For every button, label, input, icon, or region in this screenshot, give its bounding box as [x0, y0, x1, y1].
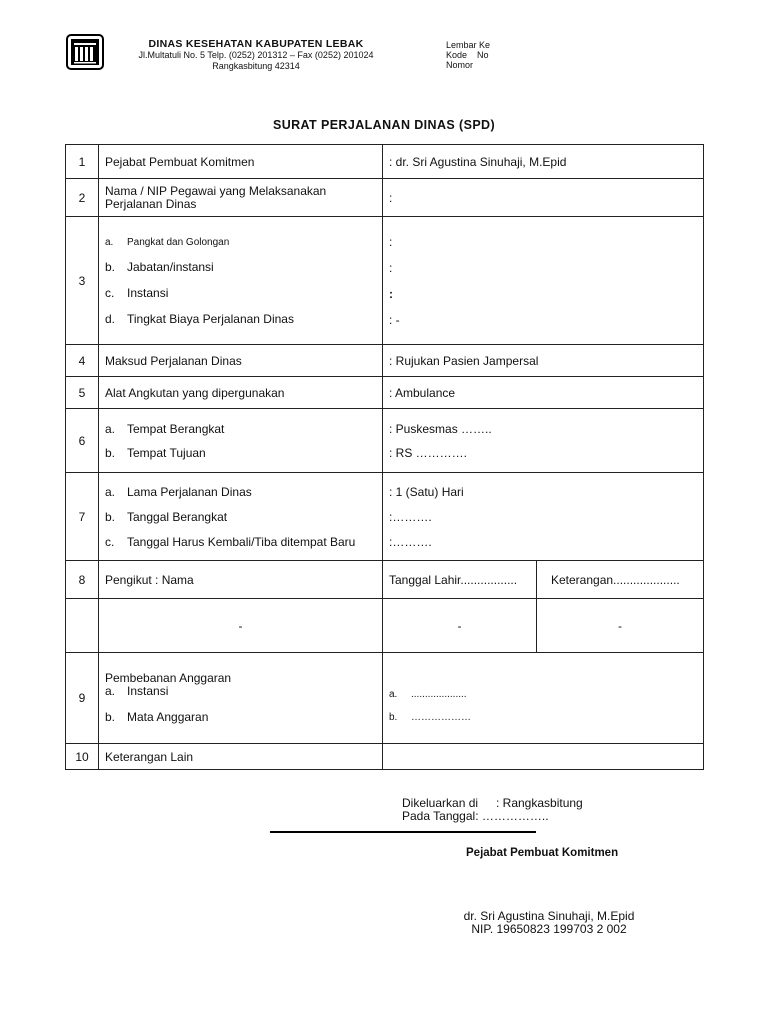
issued-date-label: Pada Tanggal: [402, 809, 476, 823]
sub-letter: a.: [105, 684, 116, 698]
row-number: 4: [66, 345, 99, 377]
meta-nomor: Nomor: [446, 60, 474, 70]
row-label: Alat Angkutan yang dipergunakan: [99, 377, 383, 409]
row-label-line: Nama / NIP Pegawai yang Melaksanakan: [105, 183, 327, 198]
sub-letter: b.: [105, 509, 116, 524]
sub-value: : Puskesmas ……..: [389, 421, 492, 436]
sub-letter: b.: [105, 260, 116, 274]
row-value: [383, 473, 704, 561]
row-number: 10: [66, 744, 99, 770]
table-row: [66, 561, 704, 599]
row-number: 9: [66, 653, 99, 744]
sub-text: Instansi: [127, 286, 169, 300]
sub-letter: d.: [105, 312, 116, 326]
sub-text: Mata Anggaran: [127, 710, 209, 724]
agency-city: Rangkasbitung 42314: [212, 61, 300, 71]
issued-date: [402, 810, 583, 823]
table-row: [66, 744, 704, 770]
row-label: [99, 473, 383, 561]
table-row: [66, 145, 704, 179]
sub-letter: a.: [105, 237, 114, 248]
row-number: 5: [66, 377, 99, 409]
sub-letter: b.: [389, 712, 398, 723]
signatory-nip: NIP. 19650823 199703 2 002: [471, 922, 627, 936]
signatory-role: Pejabat Pembuat Komitmen: [466, 847, 619, 859]
regency-emblem-icon: [66, 34, 104, 70]
row-number: 3: [66, 217, 99, 345]
row-value: : dr. Sri Agustina Sinuhaji, M.Epid: [383, 145, 704, 179]
sub-text: Tempat Berangkat: [127, 421, 225, 436]
table-row: [66, 217, 704, 345]
sub-item: [105, 535, 376, 549]
row-label: Keterangan Lain: [99, 744, 383, 770]
issued-date-value: : ……………..: [475, 809, 549, 823]
sub-text: Tempat Tujuan: [127, 445, 206, 460]
sub-item: [389, 689, 697, 700]
row-value: : Rujukan Pasien Jampersal: [383, 345, 704, 377]
issued-place-value: : Rangkasbitung: [496, 796, 583, 810]
issued-block: [402, 797, 583, 823]
sub-item: [105, 710, 376, 724]
sub-value: :……….: [389, 509, 432, 524]
row-number: 6: [66, 409, 99, 473]
sub-letter: b.: [105, 710, 116, 724]
row-label: [99, 179, 383, 217]
sub-text: Instansi: [127, 684, 169, 698]
table-row: [66, 473, 704, 561]
sub-letter: b.: [105, 445, 116, 460]
row-number: [66, 599, 99, 653]
agency-name: DINAS KESEHATAN KABUPATEN LEBAK: [148, 38, 364, 50]
signatory-name: dr. Sri Agustina Sinuhaji, M.Epid: [463, 909, 635, 923]
signatory-block: [458, 910, 640, 936]
sub-text: Tingkat Biaya Perjalanan Dinas: [127, 312, 294, 326]
sub-item: [105, 312, 376, 326]
sub-value: ………………: [411, 712, 471, 723]
table-row: [66, 653, 704, 744]
sub-text: Tanggal Berangkat: [127, 509, 228, 524]
row-value: : Ambulance: [383, 377, 704, 409]
table-row: [66, 409, 704, 473]
meta-kode: Kode No: [446, 50, 489, 60]
row-label: Pengikut : Nama: [99, 561, 383, 599]
sub-letter: a.: [389, 689, 398, 700]
sub-text: Pangkat dan Golongan: [127, 237, 230, 248]
sub-item: [389, 712, 697, 723]
sub-letter: a.: [105, 421, 116, 436]
row-number: 8: [66, 561, 99, 599]
follower-birth-date: -: [383, 599, 537, 653]
table-row: [66, 377, 704, 409]
agency-address: Jl.Multatuli No. 5 Telp. (0252) 201312 – Fax (0252) 201024: [138, 50, 374, 60]
row-number: 7: [66, 473, 99, 561]
issued-place-label: Dikeluarkan di: [402, 796, 479, 810]
table-row: [66, 599, 704, 653]
document-title: SURAT PERJALANAN DINAS (SPD): [272, 118, 496, 132]
row-value: [383, 653, 704, 744]
sub-value: :……….: [389, 534, 432, 549]
sub-item: [105, 286, 376, 300]
row-number: 2: [66, 179, 99, 217]
sub-item: [105, 422, 376, 436]
row-value: [383, 217, 704, 345]
sub-item: [105, 685, 376, 698]
follower-remarks: -: [537, 599, 704, 653]
table-row: [66, 345, 704, 377]
sub-item: [105, 485, 376, 499]
sub-value: ....................: [411, 689, 467, 700]
sub-text: Jabatan/instansi: [127, 260, 214, 274]
row-label: [99, 217, 383, 345]
sub-value: : -: [389, 312, 400, 327]
budget-heading: Pembebanan Anggaran: [105, 671, 232, 685]
sub-item: [105, 446, 376, 460]
row-value: [383, 744, 704, 770]
signature-divider: [270, 831, 536, 833]
row-value: [383, 409, 704, 473]
meta-lembar: Lembar Ke: [446, 40, 491, 50]
sub-item: [105, 510, 376, 524]
spd-table: [65, 144, 704, 770]
sub-letter: c.: [105, 286, 115, 300]
sub-value: : RS ………….: [389, 445, 468, 460]
sub-text: Lama Perjalanan Dinas: [127, 484, 252, 499]
sub-letter: a.: [105, 484, 116, 499]
sub-value: :: [389, 234, 393, 249]
row-label: [99, 653, 383, 744]
sub-value: :: [389, 286, 393, 301]
birth-date-header: Tanggal Lahir.................: [383, 561, 537, 599]
row-label: Maksud Perjalanan Dinas: [99, 345, 383, 377]
table-row: [66, 179, 704, 217]
sub-value: :: [389, 260, 393, 275]
row-number: 1: [66, 145, 99, 179]
sub-text: Tanggal Harus Kembali/Tiba ditempat Baru: [127, 534, 356, 549]
row-label: [99, 409, 383, 473]
sub-item: [105, 260, 376, 274]
row-label: Pejabat Pembuat Komitmen: [99, 145, 383, 179]
remarks-header: Keterangan....................: [537, 561, 704, 599]
follower-name: -: [99, 599, 383, 653]
sub-item: [105, 237, 376, 248]
row-value: :: [383, 179, 704, 217]
sub-letter: c.: [105, 534, 115, 549]
sub-value: : 1 (Satu) Hari: [389, 484, 464, 499]
row-label-line: Perjalanan Dinas: [105, 196, 197, 211]
